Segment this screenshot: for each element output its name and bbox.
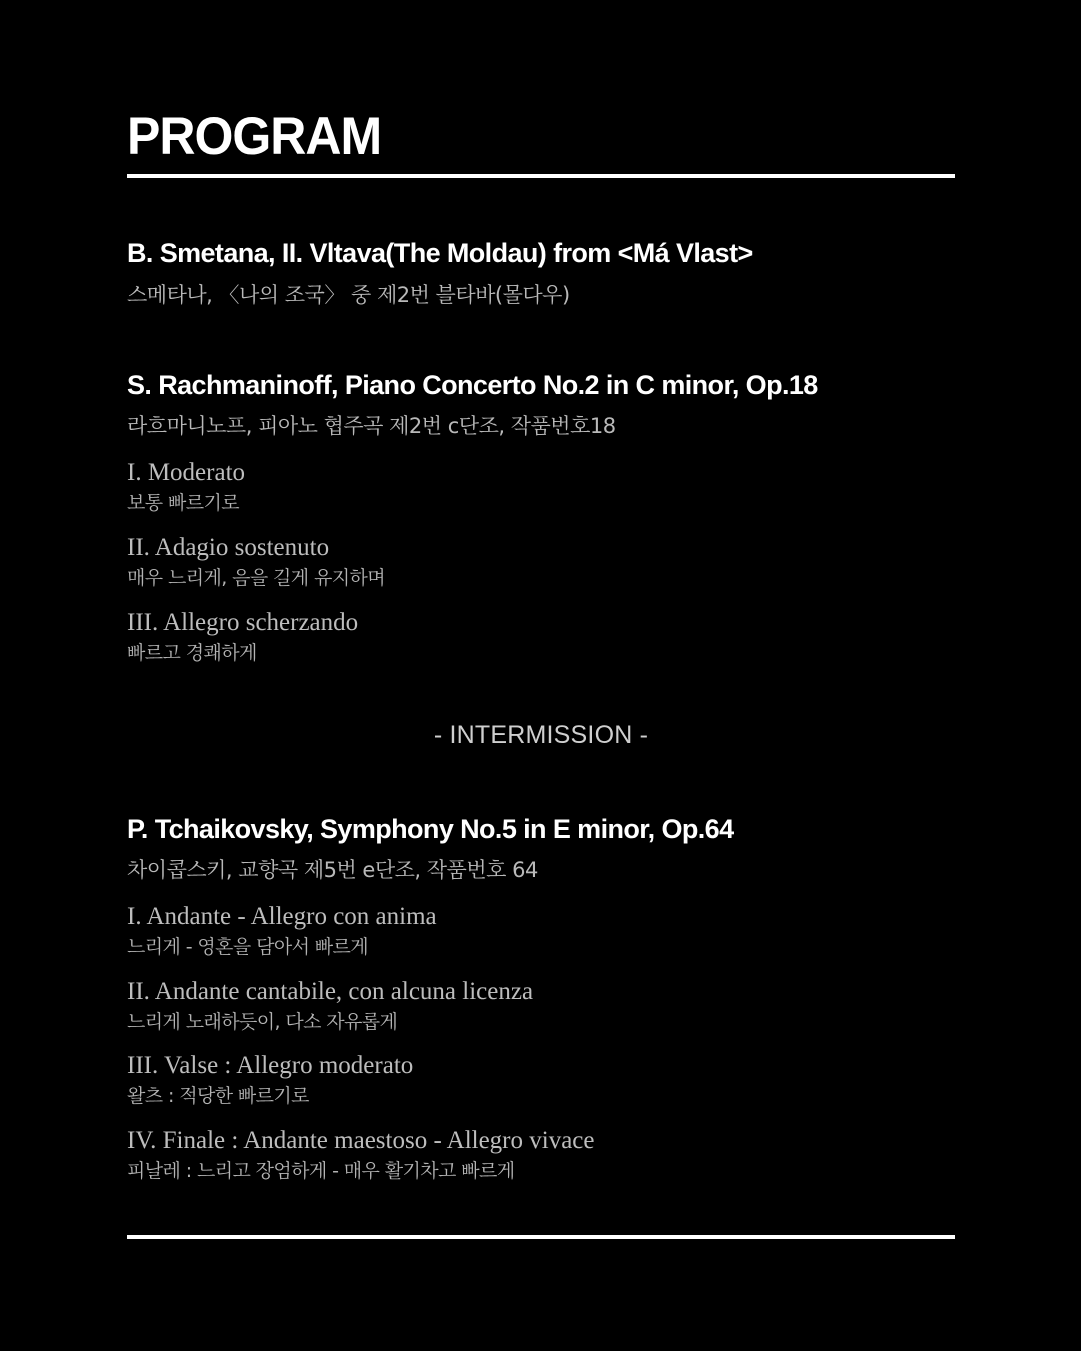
- movement-title: IV. Finale : Andante maestoso - Allegro vivace: [127, 1127, 595, 1154]
- work-title-rachmaninoff: S. Rachmaninoff, Piano Concerto No.2 in C minor, Op.18: [127, 370, 818, 400]
- movement-subtitle: 왈츠 : 적당한 빠르기로: [127, 1085, 309, 1107]
- movement-title: I. Moderato: [127, 459, 246, 486]
- bottom-divider: [127, 1235, 955, 1239]
- program-page: [127, 0, 955, 1351]
- work-subtitle-rachmaninoff: 라흐마니노프, 피아노 협주곡 제2번 c단조, 작품번호18: [127, 414, 616, 438]
- movement-subtitle: 매우 느리게, 음을 길게 유지하며: [127, 567, 386, 589]
- work-title-smetana: B. Smetana, II. Vltava(The Moldau) from <Má Vlast>: [127, 238, 753, 268]
- movement-subtitle: 느리게 노래하듯이, 다소 자유롭게: [127, 1011, 398, 1033]
- movement-subtitle: 피날레 : 느리고 장엄하게 - 매우 활기차고 빠르게: [127, 1160, 515, 1182]
- movement-subtitle: 빠르고 경쾌하게: [127, 642, 257, 664]
- movement-title: III. Allegro scherzando: [127, 609, 359, 636]
- work-title-tchaikovsky: P. Tchaikovsky, Symphony No.5 in E minor, Op.64: [127, 814, 734, 844]
- movement-title: II. Andante cantabile, con alcuna licenza: [127, 978, 534, 1005]
- work-subtitle-smetana: 스메타나, 〈나의 조국〉 중 제2번 블타바(몰다우): [127, 283, 570, 307]
- top-divider: [127, 174, 955, 178]
- movement-subtitle: 느리게 - 영혼을 담아서 빠르게: [127, 936, 369, 958]
- movement-title: I. Andante - Allegro con anima: [127, 903, 437, 930]
- movement-title: III. Valse : Allegro moderato: [127, 1052, 414, 1079]
- movement-subtitle: 보통 빠르기로: [127, 492, 239, 514]
- page-title: PROGRAM: [127, 106, 382, 166]
- intermission-label: - INTERMISSION -: [433, 721, 649, 749]
- work-subtitle-tchaikovsky: 차이콥스키, 교향곡 제5번 e단조, 작품번호 64: [127, 858, 538, 882]
- movement-title: II. Adagio sostenuto: [127, 534, 330, 561]
